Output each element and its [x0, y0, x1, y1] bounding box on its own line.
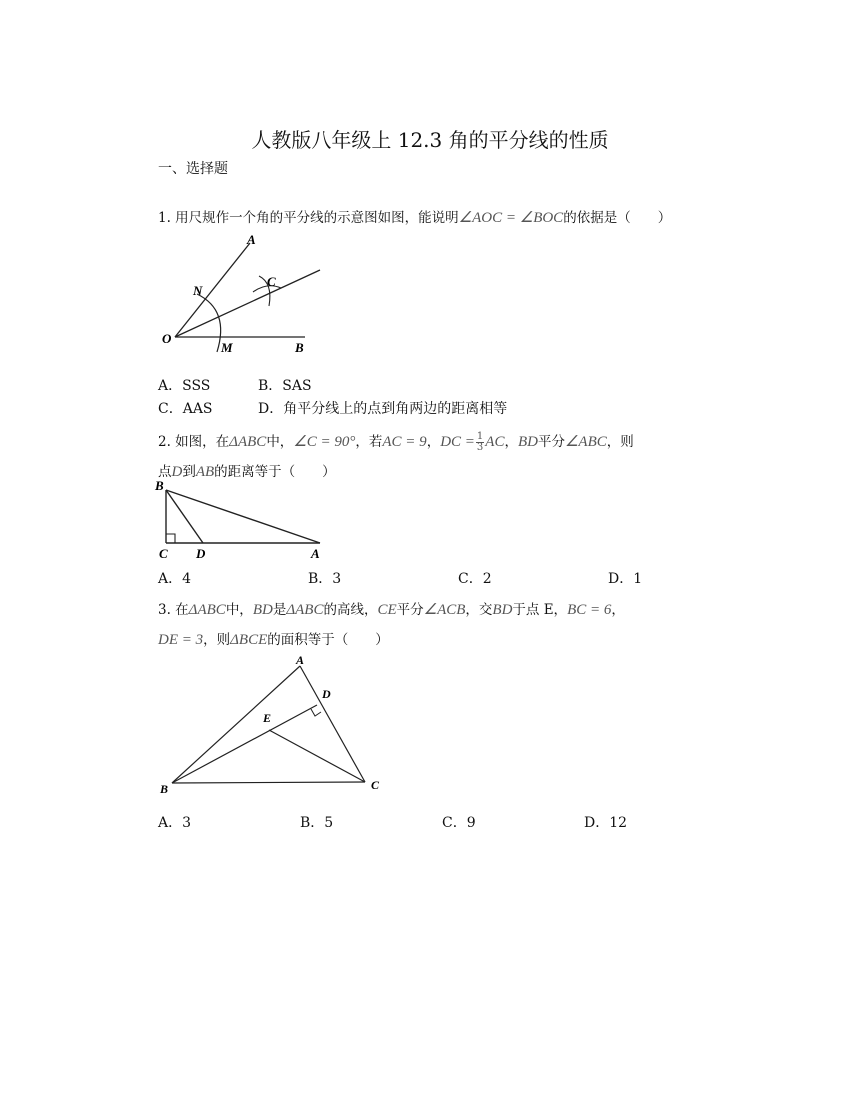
q2-frac-den: 3 — [476, 442, 484, 453]
q2-math-4a: DC = — [440, 434, 475, 450]
label-c: C — [159, 546, 168, 561]
q2-text-7: ，则 — [606, 434, 634, 450]
q2-math-1: ΔABC — [229, 434, 267, 450]
q3-text-7: 于点 E， — [512, 602, 568, 618]
q3-l2-text-2: 的面积等于（ ） — [267, 632, 389, 648]
page-title: 人教版八年级上 12.3 角的平分线的性质 — [251, 128, 609, 152]
q3-math-7: BC = 6 — [567, 602, 612, 618]
q2-option-a[interactable]: A．4 — [158, 571, 192, 587]
q2-text-1: 2. 如图，在 — [158, 434, 230, 450]
q3-math-6: BD — [492, 602, 513, 618]
q2-fraction — [476, 432, 484, 453]
q3-math-3: ΔABC — [286, 602, 324, 618]
q3-text-4: 的高线， — [323, 602, 378, 618]
label-b: B — [295, 340, 304, 355]
q2-math-6: ∠ABC — [564, 434, 607, 450]
q3-text-2: 中， — [225, 602, 253, 618]
q1-math: ∠AOC = ∠BOC — [458, 210, 564, 226]
q2-figure — [152, 476, 332, 564]
label-c: C — [371, 778, 380, 792]
q1-option-c[interactable]: C．AAS — [158, 401, 213, 417]
q2-math-3: AC = 9 — [382, 434, 427, 450]
right-angle-mark — [166, 534, 175, 543]
q3-math-4: CE — [377, 602, 397, 618]
section-heading: 一、选择题 — [158, 161, 228, 177]
arc-mn — [197, 294, 221, 352]
q2-text-5: ， — [504, 434, 518, 450]
q1-option-d[interactable]: D．角平分线上的点到角两边的距离相等 — [258, 401, 508, 417]
q1-figure — [155, 228, 335, 358]
q2-text-2: 中， — [266, 434, 294, 450]
q2-math-4b: AC — [485, 434, 505, 450]
label-a: A — [311, 546, 320, 561]
q3-text-6: ，交 — [465, 602, 493, 618]
label-d: D — [322, 687, 331, 701]
q3-option-b[interactable]: B．5 — [300, 815, 334, 831]
side-bc — [172, 782, 365, 783]
q2-l2-text-1: 点 — [158, 464, 172, 480]
q2-option-b[interactable]: B．3 — [308, 571, 342, 587]
q2-text-4: ， — [426, 434, 441, 450]
label-n: N — [193, 283, 203, 298]
ray-oa — [175, 243, 250, 337]
ray-oc — [175, 270, 320, 337]
q3-text-3: 是 — [272, 602, 287, 618]
q2-option-c[interactable]: C．2 — [458, 571, 492, 587]
question-3-stem-line2 — [158, 628, 389, 649]
q2-frac-num: 1 — [476, 431, 484, 442]
q3-text-5: 平分 — [396, 602, 424, 618]
q2-l2-math-2: AB — [195, 464, 215, 480]
label-a: A — [296, 653, 305, 667]
label-a: A — [247, 232, 256, 247]
q3-text-8: ， — [611, 602, 625, 618]
label-c: C — [267, 274, 276, 289]
q2-math-2: ∠C = 90° — [293, 434, 356, 450]
q2-text-6: 平分 — [537, 434, 565, 450]
q2-l2-text-2: 到 — [182, 464, 196, 480]
q3-math-1: ΔABC — [188, 602, 226, 618]
label-m: M — [221, 340, 233, 355]
q3-math-2: BD — [252, 602, 273, 618]
question-3-stem-line1 — [158, 598, 625, 619]
label-b: B — [160, 782, 169, 796]
q3-text-1: 3. 在 — [158, 602, 189, 618]
q3-option-d[interactable]: D．12 — [584, 815, 628, 831]
q1-prefix: 1. 用尺规作一个角的平分线的示意图如图，能说明 — [158, 210, 459, 226]
q3-option-a[interactable]: A．3 — [158, 815, 192, 831]
question-1-stem — [158, 206, 671, 227]
q3-l2-math-2: ΔBCE — [230, 632, 268, 648]
q2-math-5: BD — [517, 434, 538, 450]
q3-figure — [152, 650, 392, 800]
q1-option-a[interactable]: A．SSS — [158, 378, 211, 394]
q1-suffix: 的依据是（ ） — [563, 210, 672, 226]
q3-option-c[interactable]: C．9 — [442, 815, 476, 831]
label-b: B — [155, 478, 164, 493]
q1-option-b[interactable]: B．SAS — [258, 378, 312, 394]
label-d: D — [196, 546, 206, 561]
q3-math-5: ∠ACB — [423, 602, 466, 618]
label-o: O — [162, 331, 172, 346]
right-angle-mark — [311, 709, 321, 716]
q2-text-3: ，若 — [355, 434, 383, 450]
question-2-stem-line1 — [158, 430, 634, 453]
label-e: E — [263, 711, 272, 725]
bisector-bd — [166, 490, 203, 543]
q2-l2-math-1: D — [171, 464, 183, 480]
q2-option-d[interactable]: D．1 — [608, 571, 643, 587]
q2-l2-text-3: 的距离等于（ ） — [214, 464, 336, 480]
q3-l2-text-1: ，则 — [203, 632, 231, 648]
q3-l2-math-1: DE = 3 — [158, 632, 204, 648]
side-ba — [166, 490, 320, 543]
